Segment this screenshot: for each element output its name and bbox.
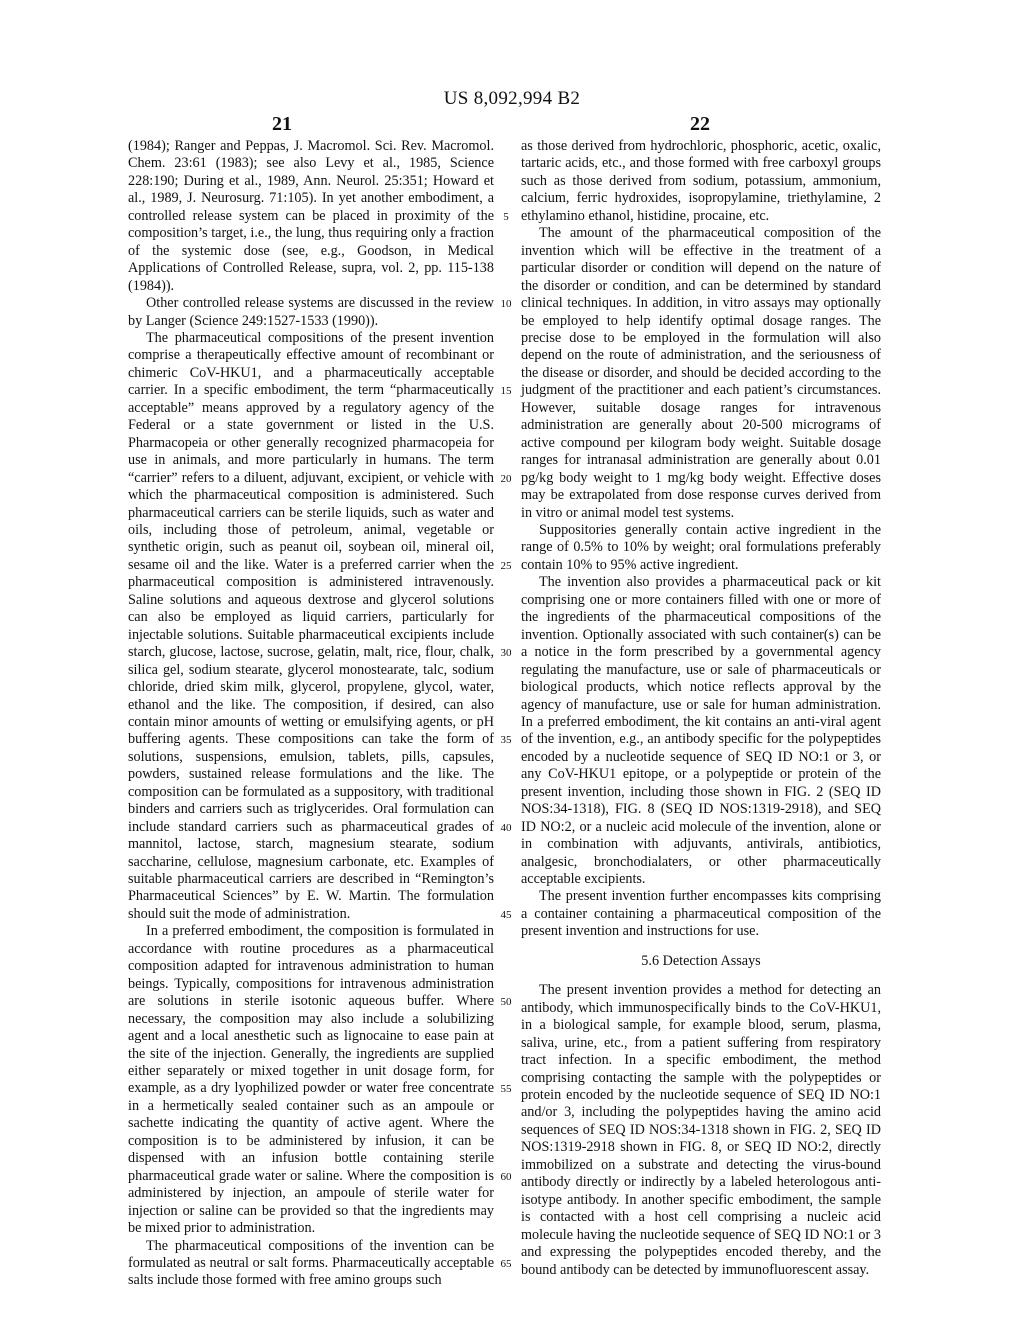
line-number: 35 [500,734,512,747]
page-number-left: 21 [272,113,292,135]
left-column [128,138,494,1290]
right-column [521,138,881,1279]
line-number: 10 [500,298,512,311]
paragraph: The present invention provides a method for detecting an antibody, which immunospecifically binds to the CoV-HKU1, in a biological sample, for example blood, serum, plasma, saliva, urine, etc., from a patient suffering from respiratory tract infection. In a specific embodiment, the method comprising contacting the sample with the polypeptides or protein encoded by the nucleotide sequence of SEQ ID NO:1 and/or 3, including the polypeptides having the amino acid sequences of SEQ ID NOS:34-1318 shown in FIG. 2, SEQ ID NOS:1319-2918 shown in FIG. 8, or SEQ ID NO:2, directly immobilized on a substrate and detecting the virus-bound antibody directly or indirectly by a labeled heterologous anti-isotype antibody. In another specific embodiment, the sample is contacted with a host cell comprising a nucleic acid molecule having the nucleotide sequence of SEQ ID NO:1 or 3 and expressing the polypeptides encoded thereby, and the bound antibody can be detected by immunofluorescent assay. [521,982,881,1278]
line-number: 45 [500,908,512,921]
paragraph: The pharmaceutical compositions of the present invention comprise a therapeutically effective amount of recombinant or chimeric CoV-HKU1, and a pharmaceutically acceptable carrier. In a specific embodiment, the term “pharmaceutically acceptable” means approved by a regulatory agency of the Federal or a state government or listed in the U.S. Pharmacopeia or other generally recognized pharmacopeia for use in animals, and more particularly in humans. The term “carrier” refers to a diluent, adjuvant, excipient, or vehicle with which the pharmaceutical composition is administered. Such pharmaceutical carriers can be sterile liquids, such as water and oils, including those of petroleum, animal, vegetable or synthetic origin, such as peanut oil, soybean oil, mineral oil, sesame oil and the like. Water is a preferred carrier when the pharmaceutical composition is administered intravenously. Saline solutions and aqueous dextrose and glycerol solutions can also be employed as liquid carriers, particularly for injectable solutions. Suitable pharmaceutical excipients include starch, glucose, lactose, sucrose, gelatin, malt, rice, flour, chalk, silica gel, sodium stearate, glycerol monostearate, talc, sodium chloride, dried skim milk, glycerol, propylene, glycol, water, ethanol and the like. The composition, if desired, can also contain minor amounts of wetting or emulsifying agents, or pH buffering agents. These compositions can take the form of solutions, suspensions, emulsion, tablets, pills, capsules, powders, sustained release formulations and the like. The composition can be formulated as a suppository, with traditional binders and carriers such as triglycerides. Oral formulation can include standard carriers such as pharmaceutical grades of mannitol, lactose, starch, magnesium stearate, sodium saccharine, cellulose, magnesium carbonate, etc. Examples of suitable pharmaceutical carriers are described in “Remington’s Pharmaceutical Sciences” by E. W. Martin. The formulation should suit the mode of administration. [128,329,494,922]
line-number: 20 [500,472,512,485]
line-number: 50 [500,996,512,1009]
line-number: 25 [500,559,512,572]
paragraph: The present invention further encompasses kits comprising a container containing a pharmaceutical composition of the present invention and instructions for use. [521,888,881,940]
line-number: 5 [503,210,509,223]
paragraph: Suppositories generally contain active ingredient in the range of 0.5% to 10% by weight; oral formulations preferably contain 10% to 95% active ingredient. [521,521,881,573]
paragraph: In a preferred embodiment, the composition is formulated in accordance with routine procedures as a pharmaceutical composition adapted for intravenous administration to human beings. Typically, compositions for intravenous administration are solutions in sterile isotonic aqueous buffer. Where necessary, the composition may also include a solubilizing agent and a local anesthetic such as lignocaine to ease pain at the site of the injection. Generally, the ingredients are supplied either separately or mixed together in unit dosage form, for example, as a dry lyophilized powder or water free concentrate in a hermetically sealed container such as an ampoule or sachette indicating the quantity of active agent. Where the composition is to be administered by infusion, it can be dispensed with an infusion bottle containing sterile pharmaceutical grade water or saline. Where the composition is administered by injection, an ampoule of sterile water for injection or saline can be provided so that the ingredients may be mixed prior to administration. [128,923,494,1237]
page-number-right: 22 [690,113,710,135]
paragraph: (1984); Ranger and Peppas, J. Macromol. Sci. Rev. Macromol. Chem. 23:61 (1983); see also Levy et al., 1985, Science 228:190; During et al., 1989, Ann. Neurol. 25:351; Howard et al., 1989, J. Neurosurg. 71:105). In yet another embodiment, a controlled release system can be placed in proximity of the composition’s target, i.e., the lung, thus requiring only a fraction of the systemic dose (see, e.g., Goodson, in Medical Applications of Controlled Release, supra, vol. 2, pp. 115-138 (1984)). [128,138,494,294]
patent-number: US 8,092,994 B2 [443,88,581,109]
line-number: 30 [500,647,512,660]
paragraph: The amount of the pharmaceutical composition of the invention which will be effective in the treatment of a particular disorder or condition will depend on the nature of the disorder or condition, and can be determined by standard clinical techniques. In addition, in vitro assays may optionally be employed to help identify optimal dosage ranges. The precise dose to be employed in the formulation will also depend on the route of administration, and the seriousness of the disease or disorder, and should be decided according to the judgment of the practitioner and each patient’s circumstances. However, suitable dosage ranges for intravenous administration are generally about 20-500 micrograms of active compound per kilogram body weight. Suitable dosage ranges for intranasal administration are generally about 0.01 pg/kg body weight to 1 mg/kg body weight. Effective doses may be extrapolated from dose response curves derived from in vitro or animal model test systems. [521,225,881,521]
line-number: 65 [500,1257,512,1270]
line-number: 15 [500,385,512,398]
paragraph: as those derived from hydrochloric, phosphoric, acetic, oxalic, tartaric acids, etc., and those formed with free carboxyl groups such as those derived from sodium, potassium, ammonium, calcium, ferric hydroxides, isopropylamine, triethylamine, 2 ethylamino ethanol, histidine, procaine, etc. [521,138,881,224]
paragraph: Other controlled release systems are discussed in the review by Langer (Science 249:1527-1533 (1990)). [128,295,494,329]
line-number: 40 [500,821,512,834]
section-heading: 5.6 Detection Assays [641,952,761,969]
paragraph: The invention also provides a pharmaceutical pack or kit comprising one or more containers filled with one or more of the ingredients of the pharmaceutical compositions of the invention. Optionally associated with such container(s) can be a notice in the form prescribed by a governmental agency regulating the manufacture, use or sale of pharmaceuticals or biological products, which notice reflects approval by the agency of manufacture, use or sale for human administration. In a preferred embodiment, the kit contains an anti-viral agent of the invention, e.g., an antibody specific for the polypeptides encoded by a nucleotide sequence of SEQ ID NO:1 or 3, or any CoV-HKU1 epitope, or a polypeptide or protein of the present invention, including those shown in FIG. 2 (SEQ ID NOS:34-1318), FIG. 8 (SEQ ID NOS:1319-2918), and SEQ ID NO:2, or a nucleic acid molecule of the invention, alone or in combination with adjuvants, antivirals, antibiotics, analgesic, bronchodialaters, or other pharmaceutically acceptable excipients. [521,574,881,888]
line-number: 60 [500,1170,512,1183]
paragraph: The pharmaceutical compositions of the invention can be formulated as neutral or salt forms. Pharmaceutically acceptable salts include those formed with free amino groups such [128,1237,494,1289]
line-number: 55 [500,1083,512,1096]
